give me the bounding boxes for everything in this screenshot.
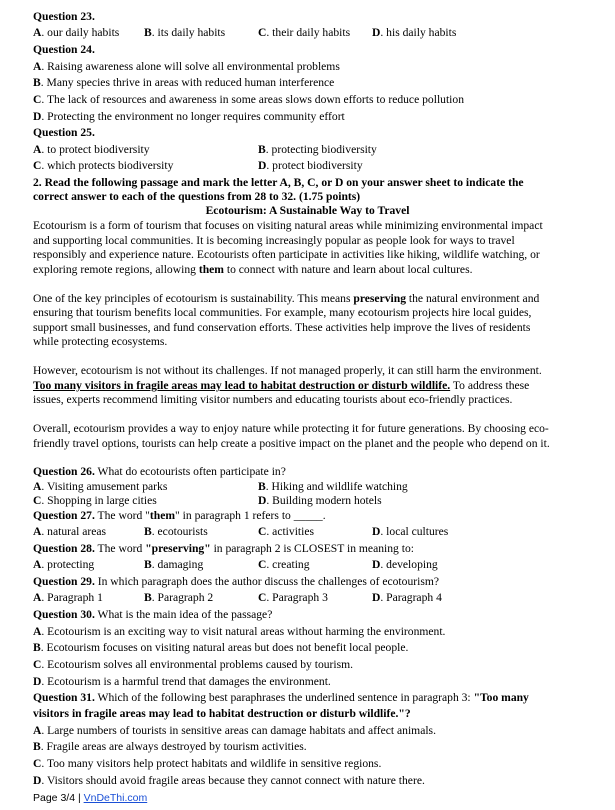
q30-option-b[interactable]: B. Ecotourism focuses on visiting natural areas but does not benefit local people. (33, 641, 409, 654)
q24-option-d[interactable]: D. Protecting the environment no longer requires community effort (33, 110, 345, 123)
q23-option-a[interactable]: A. our daily habits (33, 26, 120, 39)
passage-p2-line1: One of the key principles of ecotourism is sustainability. This means preserving the natural environment and (33, 292, 540, 305)
q23-option-d[interactable]: D. his daily habits (372, 26, 457, 39)
page-footer (33, 791, 147, 806)
passage-p1-line2: and supporting local communities. It is becoming increasingly popular as people look for ways to travel (33, 234, 515, 247)
q27-option-a[interactable]: A. natural areas (33, 525, 107, 538)
page-number: Page 3/4 | (33, 792, 84, 804)
passage-p1-line1: Ecotourism is a form of tourism that focuses on visiting natural areas while minimizing environmental impact (33, 219, 543, 232)
q24-option-b[interactable]: B. Many species thrive in areas with reduced human interference (33, 76, 335, 89)
passage-p1-line4: exploring remote regions, allowing them to connect with nature and learn about local cultures. (33, 263, 473, 276)
q27-option-b[interactable]: B. ecotourists (144, 525, 208, 538)
q30-option-c[interactable]: C. Ecotourism solves all environmental problems caused by tourism. (33, 658, 354, 671)
site-link[interactable]: VnDeThi.com (83, 792, 148, 804)
q28-option-c[interactable]: C. creating (258, 558, 310, 571)
passage-p4-line1: Overall, ecotourism provides a way to enjoy nature while protecting it for future generations. By choosing eco- (33, 422, 549, 435)
q28-option-a[interactable]: A. protecting (33, 558, 95, 571)
passage-p3-line2: Too many visitors in fragile areas may lead to habitat destruction or disturb wildlife. To address these (33, 379, 530, 392)
word-preserving: preserving (353, 292, 406, 305)
q23-option-b[interactable]: B. its daily habits (144, 26, 226, 39)
q24-option-a[interactable]: A. Raising awareness alone will solve all environmental problems (33, 60, 340, 73)
q26-stem: Question 26. What do ecotourists often participate in? (33, 465, 286, 478)
q26-option-a[interactable]: A. Visiting amusement parks (33, 480, 168, 493)
q23-option-c[interactable]: C. their daily habits (258, 26, 351, 39)
q30-option-a[interactable]: A. Ecotourism is an exciting way to visit natural areas without harming the environment. (33, 625, 446, 638)
q29-option-c[interactable]: C. Paragraph 3 (258, 591, 328, 604)
q25-option-d[interactable]: D. protect biodiversity (258, 159, 363, 172)
q25-option-a[interactable]: A. to protect biodiversity (33, 143, 150, 156)
q24-label: Question 24. (33, 43, 95, 56)
q29-stem: Question 29. In which paragraph does the author discuss the challenges of ecotourism? (33, 575, 440, 588)
passage-p3-line3: issues, experts recommend limiting visitor numbers and educating tourists about eco-friendly practices. (33, 393, 513, 406)
q23-label: Question 23. (33, 10, 95, 23)
q28-stem: Question 28. The word "preserving" in paragraph 2 is CLOSEST in meaning to: (33, 542, 414, 555)
q28-option-b[interactable]: B. damaging (144, 558, 204, 571)
q31-option-c[interactable]: C. Too many visitors help protect habitats and wildlife in sensitive regions. (33, 757, 382, 770)
q29-option-b[interactable]: B. Paragraph 2 (144, 591, 214, 604)
q26-option-c[interactable]: C. Shopping in large cities (33, 494, 157, 507)
q27-option-c[interactable]: C. activities (258, 525, 315, 538)
passage-title: Ecotourism: A Sustainable Way to Travel (205, 204, 410, 217)
passage-p3-line1: However, ecotourism is not without its challenges. If not managed properly, it can still harm the environment. (33, 364, 542, 377)
q25-label: Question 25. (33, 126, 95, 139)
underlined-sentence: Too many visitors in fragile areas may lead to habitat destruction or disturb wildlife. (33, 379, 451, 392)
q24-option-c[interactable]: C. The lack of resources and awareness in some areas slows down efforts to reduce pollution (33, 93, 464, 106)
passage-p2-line4: while protecting ecosystems. (33, 335, 168, 348)
q26-option-b[interactable]: B. Hiking and wildlife watching (258, 480, 408, 493)
q29-option-d[interactable]: D. Paragraph 4 (372, 591, 442, 604)
q26-option-d[interactable]: D. Building modern hotels (258, 494, 382, 507)
passage-p2-line2: ensuring that tourism benefits local communities. For example, many ecotourism projects hire local guides, (33, 306, 532, 319)
section2-instruction-line2: correct answer to each of the questions from 28 to 32. (1.75 points) (33, 190, 361, 203)
q27-option-d[interactable]: D. local cultures (372, 525, 449, 538)
q31-stem-line1: Question 31. Which of the following best paraphrases the underlined sentence in paragraph 3: "Too many (33, 691, 529, 704)
q25-option-c[interactable]: C. which protects biodiversity (33, 159, 174, 172)
q31-option-b[interactable]: B. Fragile areas are always destroyed by tourism activities. (33, 740, 307, 753)
q29-option-a[interactable]: A. Paragraph 1 (33, 591, 103, 604)
q25-option-b[interactable]: B. protecting biodiversity (258, 143, 377, 156)
q31-stem-line2: visitors in fragile areas may lead to habitat destruction or disturb wildlife."? (33, 707, 411, 720)
passage-p2-line3: support small businesses, and fund conservation efforts. These activities help improve the lives of residents (33, 321, 531, 334)
passage-p4-line2: friendly travel options, tourists can help create a positive impact on the planet and the people who depend on it. (33, 437, 550, 450)
section2-instruction-line1: 2. Read the following passage and mark the letter A, B, C, or D on your answer sheet to indicate the (33, 176, 524, 189)
passage-p1-line3: responsibly and experience nature. Ecotourists often participate in activities like hiking, wildlife watching, or (33, 248, 540, 261)
q30-option-d[interactable]: D. Ecotourism is a harmful trend that damages the environment. (33, 675, 331, 688)
q31-option-d[interactable]: D. Visitors should avoid fragile areas because they cannot connect with nature there. (33, 774, 425, 787)
q31-option-a[interactable]: A. Large numbers of tourists in sensitive areas can damage habitats and affect animals. (33, 724, 436, 737)
word-them: them (198, 263, 224, 276)
q28-option-d[interactable]: D. developing (372, 558, 438, 571)
q30-stem: Question 30. What is the main idea of the passage? (33, 608, 273, 621)
q27-stem: Question 27. The word "them" in paragraph 1 refers to _____. (33, 509, 326, 522)
